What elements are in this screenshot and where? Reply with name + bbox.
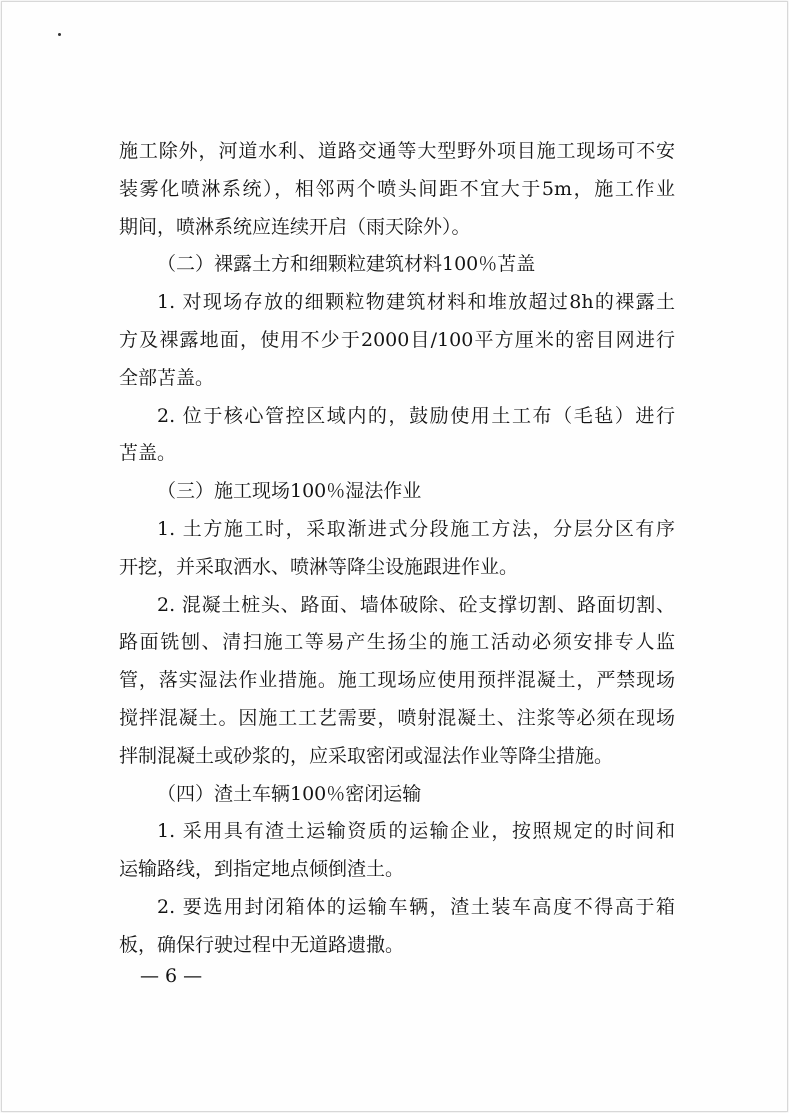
text-line: 拌制混凝土或砂浆的，应采取密闭或湿法作业等降尘措施。 — [119, 744, 614, 767]
text-line: 管，落实湿法作业措施。施工现场应使用预拌混凝土，严禁现场 — [119, 669, 675, 692]
document-body — [119, 133, 675, 965]
text-line: 装雾化喷淋系统），相邻两个喷头间距不宜大于5m，施工作业 — [119, 177, 675, 200]
section-heading: （四）渣土车辆100％密闭运输 — [157, 782, 422, 805]
text-line: 运输路线，到指定地点倾倒渣土。 — [119, 858, 405, 881]
section-heading: （二）裸露土方和细颗粒建筑材料100％苫盖 — [157, 253, 536, 276]
text-line: 开挖，并采取洒水、喷淋等降尘设施跟进作业。 — [119, 555, 519, 578]
text-line: 搅拌混凝土。因施工工艺需要，喷射混凝土、注浆等必须在现场 — [119, 706, 675, 729]
text-line: 1. 采用具有渣土运输资质的运输企业，按照规定的时间和 — [157, 820, 675, 843]
document-page — [1, 1, 788, 1112]
text-line: 苫盖。 — [119, 442, 177, 465]
text-line: 全部苫盖。 — [119, 366, 215, 389]
section-heading: （三）施工现场100％湿法作业 — [157, 480, 422, 503]
text-line: 2. 要选用封闭箱体的运输车辆，渣土装车高度不得高于箱 — [157, 895, 675, 918]
text-line: 期间，喷淋系统应连续开启（雨天除外）。 — [119, 215, 471, 238]
scan-mark — [58, 33, 61, 36]
text-line: 2. 混凝土桩头、路面、墙体破除、砼支撑切割、路面切割、 — [157, 593, 675, 616]
text-line: 方及裸露地面，使用不少于2000目/100平方厘米的密目网进行 — [119, 328, 675, 351]
text-line: 1. 土方施工时，采取渐进式分段施工方法，分层分区有序 — [157, 517, 675, 540]
page-number: — 6 — — [140, 965, 203, 987]
text-line: 施工除外，河道水利、道路交通等大型野外项目施工现场可不安 — [119, 140, 675, 162]
text-line: 板，确保行驶过程中无道路遗撒。 — [119, 933, 405, 956]
text-line: 2. 位于核心管控区域内的，鼓励使用土工布（毛毡）进行 — [157, 404, 675, 427]
text-line: 路面铣刨、清扫施工等易产生扬尘的施工活动必须安排专人监 — [119, 631, 675, 654]
text-line: 1. 对现场存放的细颗粒物建筑材料和堆放超过8h的裸露土 — [157, 291, 675, 314]
